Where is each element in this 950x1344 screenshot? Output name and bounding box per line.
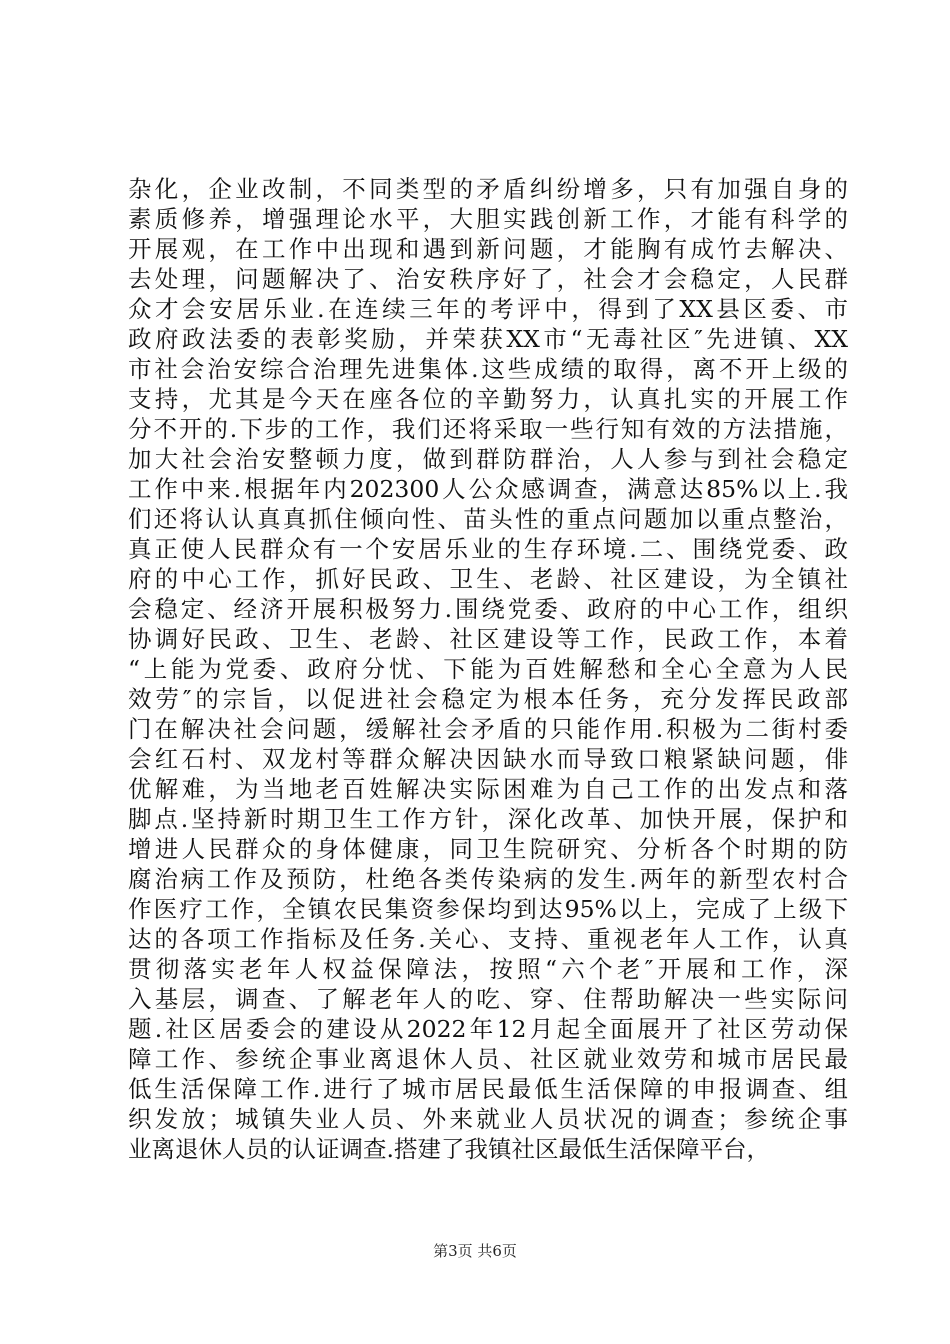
page-number-footer: 第3页 共6页 — [433, 1242, 517, 1260]
text-line: 加大社会治安整顿力度，做到群防群治，人人参与到社会稳定 — [128, 445, 848, 473]
text-line: 协调好民政、卫生、老龄、社区建设等工作，民政工作，本着 — [128, 625, 848, 653]
text-line: 低生活保障工作.进行了城市居民最低生活保障的申报调查、组 — [128, 1075, 848, 1103]
text-line: “上能为党委、政府分忧、下能为百姓解愁和全心全意为人民 — [128, 655, 848, 683]
text-line: 工作中来.根据年内202300人公众感调查，满意达85%以上.我 — [128, 475, 848, 503]
text-line: 效劳″的宗旨，以促进社会稳定为根本任务，充分发挥民政部 — [128, 685, 848, 713]
text-line: 达的各项工作指标及任务.关心、支持、重视老年人工作，认真 — [128, 925, 848, 953]
text-line: 政府政法委的表彰奖励，并荣获XX市“无毒社区″先进镇、XX — [128, 325, 848, 353]
text-line: 众才会安居乐业.在连续三年的考评中，得到了XX县区委、市 — [128, 295, 848, 323]
text-line: 增进人民群众的身体健康，同卫生院研究、分析各个时期的防 — [128, 835, 848, 863]
text-line: 脚点.坚持新时期卫生工作方针，深化改革、加快开展，保护和 — [128, 805, 848, 833]
text-line: 们还将认认真真抓住倾向性、苗头性的重点问题加以重点整治， — [128, 505, 848, 533]
text-line: 题.社区居委会的建设从2022年12月起全面展开了社区劳动保 — [128, 1015, 848, 1043]
text-line: 作医疗工作，全镇农民集资参保均到达95%以上，完成了上级下 — [128, 895, 848, 923]
text-line: 开展观，在工作中出现和遇到新问题，才能胸有成竹去解决、 — [128, 235, 848, 263]
text-line: 真正使人民群众有一个安居乐业的生存环境.二、围绕党委、政 — [128, 535, 848, 563]
text-line: 去处理，问题解决了、治安秩序好了，社会才会稳定，人民群 — [128, 265, 848, 293]
text-line: 业离退休人员的认证调查.搭建了我镇社区最低生活保障平台， — [128, 1135, 770, 1163]
text-line: 杂化，企业改制，不同类型的矛盾纠纷增多，只有加强自身的 — [128, 175, 848, 203]
text-line: 府的中心工作，抓好民政、卫生、老龄、社区建设，为全镇社 — [128, 565, 848, 593]
text-line: 市社会治安综合治理先进集体.这些成绩的取得，离不开上级的 — [128, 355, 848, 383]
text-line: 会红石村、双龙村等群众解决因缺水而导致口粮紧缺问题，俳 — [128, 745, 848, 773]
text-line: 会稳定、经济开展积极努力.围绕党委、政府的中心工作，组织 — [128, 595, 848, 623]
text-line: 障工作、参统企事业离退休人员、社区就业效劳和城市居民最 — [128, 1045, 848, 1073]
text-line: 门在解决社会问题，缓解社会矛盾的只能作用.积极为二街村委 — [128, 715, 848, 743]
text-line: 贯彻落实老年人权益保障法，按照“六个老″开展和工作，深 — [128, 955, 848, 983]
text-line: 优解难，为当地老百姓解决实际困难为自己工作的出发点和落 — [128, 775, 848, 803]
body-paragraph — [128, 174, 848, 1164]
text-line: 入基层，调查、了解老年人的吃、穿、住帮助解决一些实际问 — [128, 985, 848, 1013]
text-line: 支持，尤其是今天在座各位的辛勤努力，认真扎实的开展工作 — [128, 385, 848, 413]
text-line: 织发放；城镇失业人员、外来就业人员状况的调查；参统企事 — [128, 1105, 848, 1133]
text-line: 素质修养，增强理论水平，大胆实践创新工作，才能有科学的 — [128, 205, 848, 233]
text-line: 腐治病工作及预防，杜绝各类传染病的发生.两年的新型农村合 — [128, 865, 848, 893]
text-line: 分不开的.下步的工作，我们还将采取一些行知有效的方法措施， — [128, 415, 848, 443]
